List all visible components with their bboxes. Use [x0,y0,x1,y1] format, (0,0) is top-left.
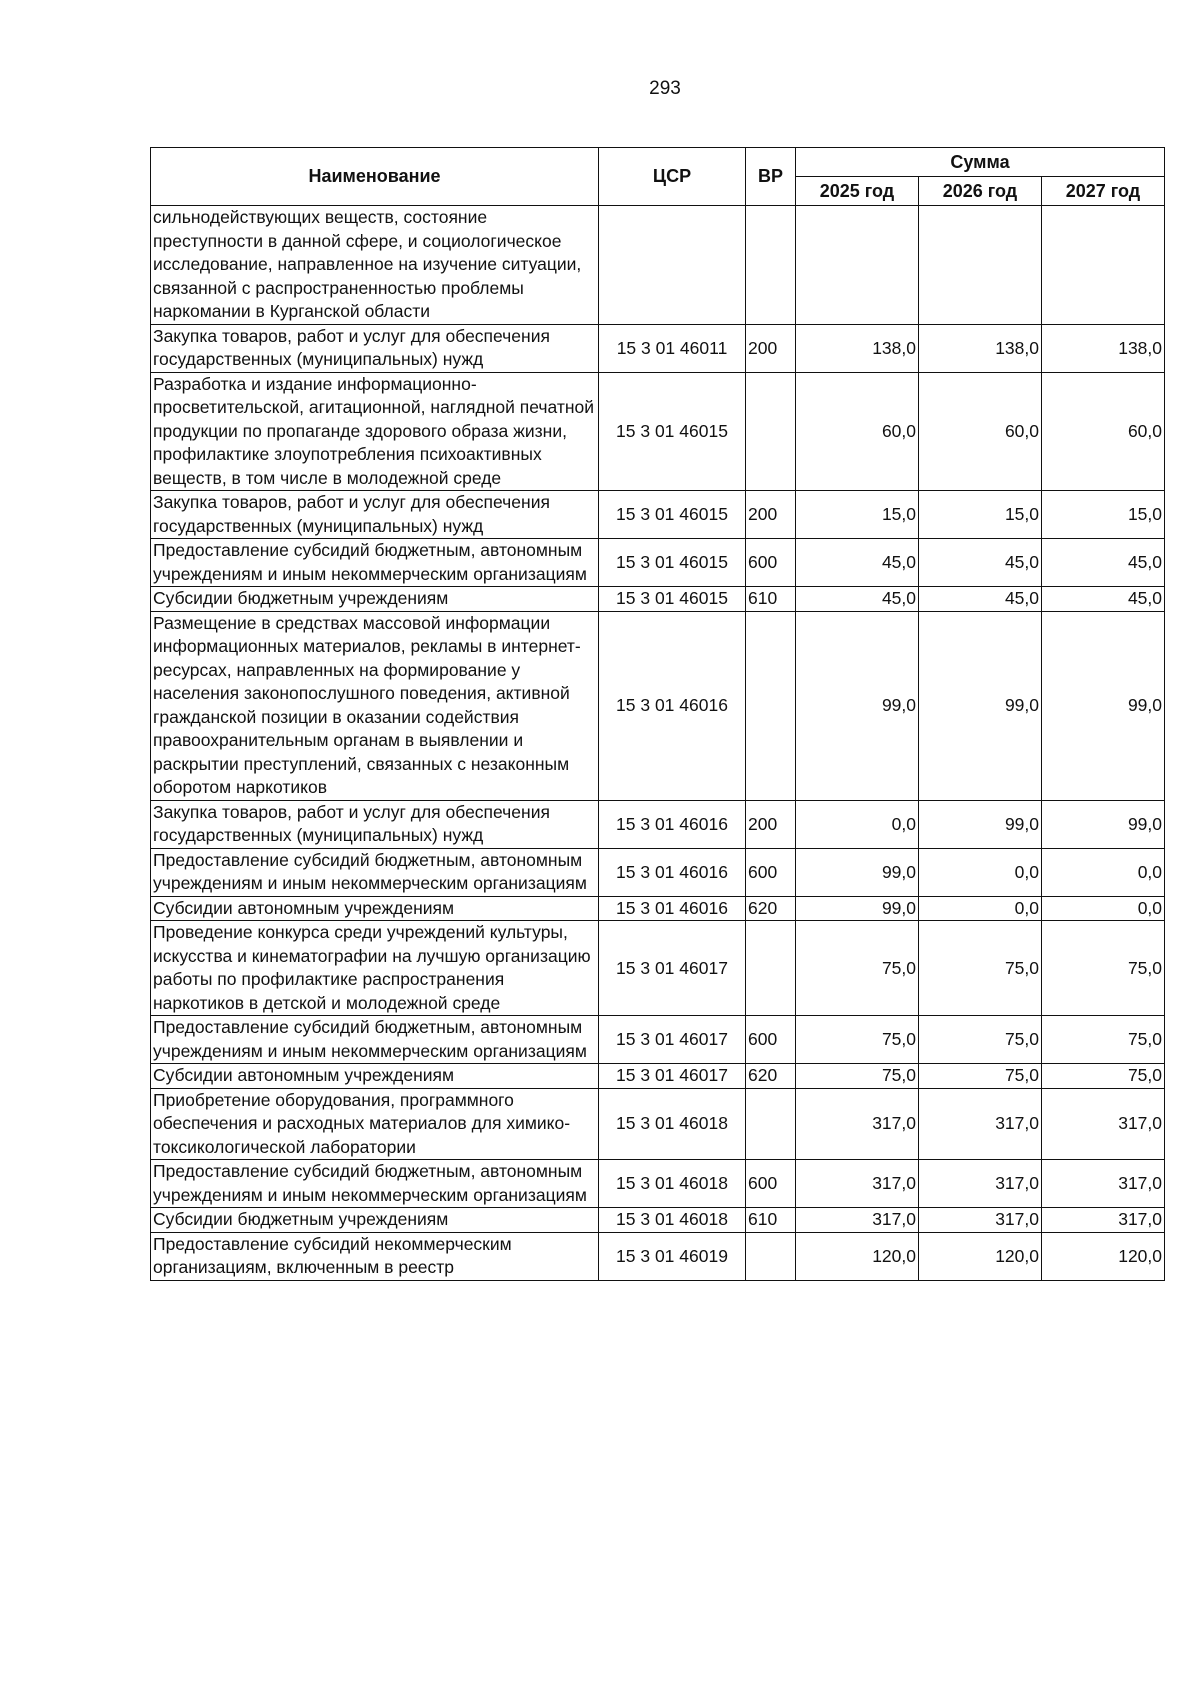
cell-2026: 317,0 [919,1160,1042,1208]
cell-vr [746,1088,796,1160]
cell-2027: 15,0 [1042,491,1165,539]
cell-name: Предоставление субсидий бюджетным, автономным учреждениям и иным некоммерческим организациям [151,539,599,587]
cell-2026 [919,206,1042,325]
cell-vr: 620 [746,1064,796,1089]
cell-vr: 600 [746,1016,796,1064]
cell-vr: 200 [746,324,796,372]
cell-csr: 15 3 01 46016 [599,611,746,800]
cell-2026: 99,0 [919,611,1042,800]
table-row [151,1088,1165,1160]
table-header [151,148,1165,206]
cell-name: Предоставление субсидий бюджетным, автономным учреждениям и иным некоммерческим организациям [151,1016,599,1064]
cell-2025: 138,0 [796,324,919,372]
cell-2027: 317,0 [1042,1088,1165,1160]
cell-2026: 15,0 [919,491,1042,539]
table-body [151,206,1165,1281]
cell-vr: 610 [746,1208,796,1233]
cell-2026: 75,0 [919,921,1042,1016]
cell-2026: 99,0 [919,800,1042,848]
cell-csr: 15 3 01 46015 [599,587,746,612]
table-row [151,539,1165,587]
cell-2027: 75,0 [1042,921,1165,1016]
cell-csr: 15 3 01 46016 [599,848,746,896]
cell-2025: 45,0 [796,539,919,587]
cell-2027: 120,0 [1042,1232,1165,1280]
cell-2025: 317,0 [796,1160,919,1208]
cell-vr: 200 [746,800,796,848]
cell-2025: 60,0 [796,372,919,491]
table-row [151,372,1165,491]
cell-2026: 75,0 [919,1016,1042,1064]
cell-2025: 120,0 [796,1232,919,1280]
cell-2027: 317,0 [1042,1208,1165,1233]
table-row [151,1016,1165,1064]
cell-2025: 75,0 [796,921,919,1016]
cell-2027: 45,0 [1042,539,1165,587]
cell-name: Разработка и издание информационно-просветительской, агитационной, наглядной печатной продукции по пропаганде здорового образа жизни, профилактике злоупотребления психоактивных веществ, в том числе в молодежной среде [151,372,599,491]
table-row [151,1208,1165,1233]
cell-2026: 138,0 [919,324,1042,372]
cell-csr: 15 3 01 46019 [599,1232,746,1280]
cell-vr [746,372,796,491]
cell-2027: 75,0 [1042,1016,1165,1064]
cell-2027: 75,0 [1042,1064,1165,1089]
cell-2026: 120,0 [919,1232,1042,1280]
cell-2026: 317,0 [919,1208,1042,1233]
cell-2026: 0,0 [919,848,1042,896]
cell-csr: 15 3 01 46017 [599,921,746,1016]
cell-vr: 620 [746,896,796,921]
cell-vr [746,921,796,1016]
cell-vr: 600 [746,1160,796,1208]
cell-name: Приобретение оборудования, программного обеспечения и расходных материалов для химико-токсикологической лаборатории [151,1088,599,1160]
cell-2026: 45,0 [919,539,1042,587]
cell-csr: 15 3 01 46017 [599,1064,746,1089]
table-row [151,324,1165,372]
cell-name: Предоставление субсидий бюджетным, автономным учреждениям и иным некоммерческим организациям [151,848,599,896]
table-row [151,611,1165,800]
page-number: 293 [649,78,681,99]
cell-vr [746,206,796,325]
cell-2025: 99,0 [796,848,919,896]
cell-2025: 317,0 [796,1208,919,1233]
cell-vr: 200 [746,491,796,539]
cell-name: Субсидии автономным учреждениям [151,896,599,921]
table-row [151,1160,1165,1208]
cell-vr: 600 [746,539,796,587]
cell-2025: 99,0 [796,611,919,800]
cell-vr: 610 [746,587,796,612]
cell-name: Закупка товаров, работ и услуг для обеспечения государственных (муниципальных) нужд [151,324,599,372]
cell-2027: 99,0 [1042,611,1165,800]
header-vr: ВР [746,148,796,206]
cell-2026: 45,0 [919,587,1042,612]
cell-2026: 0,0 [919,896,1042,921]
cell-vr [746,611,796,800]
cell-csr: 15 3 01 46016 [599,800,746,848]
cell-name: Проведение конкурса среди учреждений культуры, искусства и кинематографии на лучшую организацию работы по профилактике распространения наркотиков в детской и молодежной среде [151,921,599,1016]
header-year-2025: 2025 год [796,177,919,206]
table-row [151,491,1165,539]
cell-name: Предоставление субсидий некоммерческим организациям, включенным в реестр [151,1232,599,1280]
cell-csr: 15 3 01 46018 [599,1208,746,1233]
cell-csr [599,206,746,325]
cell-2027: 99,0 [1042,800,1165,848]
table-row [151,896,1165,921]
table-row [151,848,1165,896]
cell-2025: 317,0 [796,1088,919,1160]
cell-2026: 317,0 [919,1088,1042,1160]
header-sum: Сумма [796,148,1165,177]
cell-name: Закупка товаров, работ и услуг для обеспечения государственных (муниципальных) нужд [151,800,599,848]
cell-2027: 0,0 [1042,896,1165,921]
table-row [151,1064,1165,1089]
cell-2027: 45,0 [1042,587,1165,612]
cell-csr: 15 3 01 46016 [599,896,746,921]
table-row [151,921,1165,1016]
header-name: Наименование [151,148,599,206]
table-row [151,1232,1165,1280]
cell-name: Размещение в средствах массовой информации информационных материалов, рекламы в интернет-ресурсах, направленных на формирование у населения законопослушного поведения, активной гражданской позиции в оказании содействия правоохранительным органам в выявлении и раскрытии преступлений, связанных с незаконным оборотом наркотиков [151,611,599,800]
cell-2025: 75,0 [796,1064,919,1089]
cell-2027: 60,0 [1042,372,1165,491]
cell-2025: 45,0 [796,587,919,612]
cell-csr: 15 3 01 46018 [599,1088,746,1160]
header-csr: ЦСР [599,148,746,206]
budget-table [150,147,1165,1281]
cell-2025: 75,0 [796,1016,919,1064]
cell-name: Закупка товаров, работ и услуг для обеспечения государственных (муниципальных) нужд [151,491,599,539]
cell-vr [746,1232,796,1280]
cell-vr: 600 [746,848,796,896]
cell-csr: 15 3 01 46018 [599,1160,746,1208]
cell-2027 [1042,206,1165,325]
cell-name: Предоставление субсидий бюджетным, автономным учреждениям и иным некоммерческим организациям [151,1160,599,1208]
cell-2026: 75,0 [919,1064,1042,1089]
cell-2025 [796,206,919,325]
header-year-2026: 2026 год [919,177,1042,206]
cell-name: Субсидии бюджетным учреждениям [151,1208,599,1233]
cell-csr: 15 3 01 46015 [599,539,746,587]
cell-2027: 317,0 [1042,1160,1165,1208]
cell-2025: 0,0 [796,800,919,848]
cell-csr: 15 3 01 46015 [599,491,746,539]
table-row [151,587,1165,612]
cell-2025: 15,0 [796,491,919,539]
cell-csr: 15 3 01 46017 [599,1016,746,1064]
cell-2025: 99,0 [796,896,919,921]
cell-name: сильнодействующих веществ, состояние преступности в данной сфере, и социологическое исследование, направленное на изучение ситуации, связанной с распространенностью проблемы наркомании в Курганской области [151,206,599,325]
header-year-2027: 2027 год [1042,177,1165,206]
table-row [151,800,1165,848]
cell-csr: 15 3 01 46011 [599,324,746,372]
cell-2026: 60,0 [919,372,1042,491]
cell-name: Субсидии автономным учреждениям [151,1064,599,1089]
cell-2027: 0,0 [1042,848,1165,896]
cell-csr: 15 3 01 46015 [599,372,746,491]
cell-2027: 138,0 [1042,324,1165,372]
cell-name: Субсидии бюджетным учреждениям [151,587,599,612]
table-row [151,206,1165,325]
